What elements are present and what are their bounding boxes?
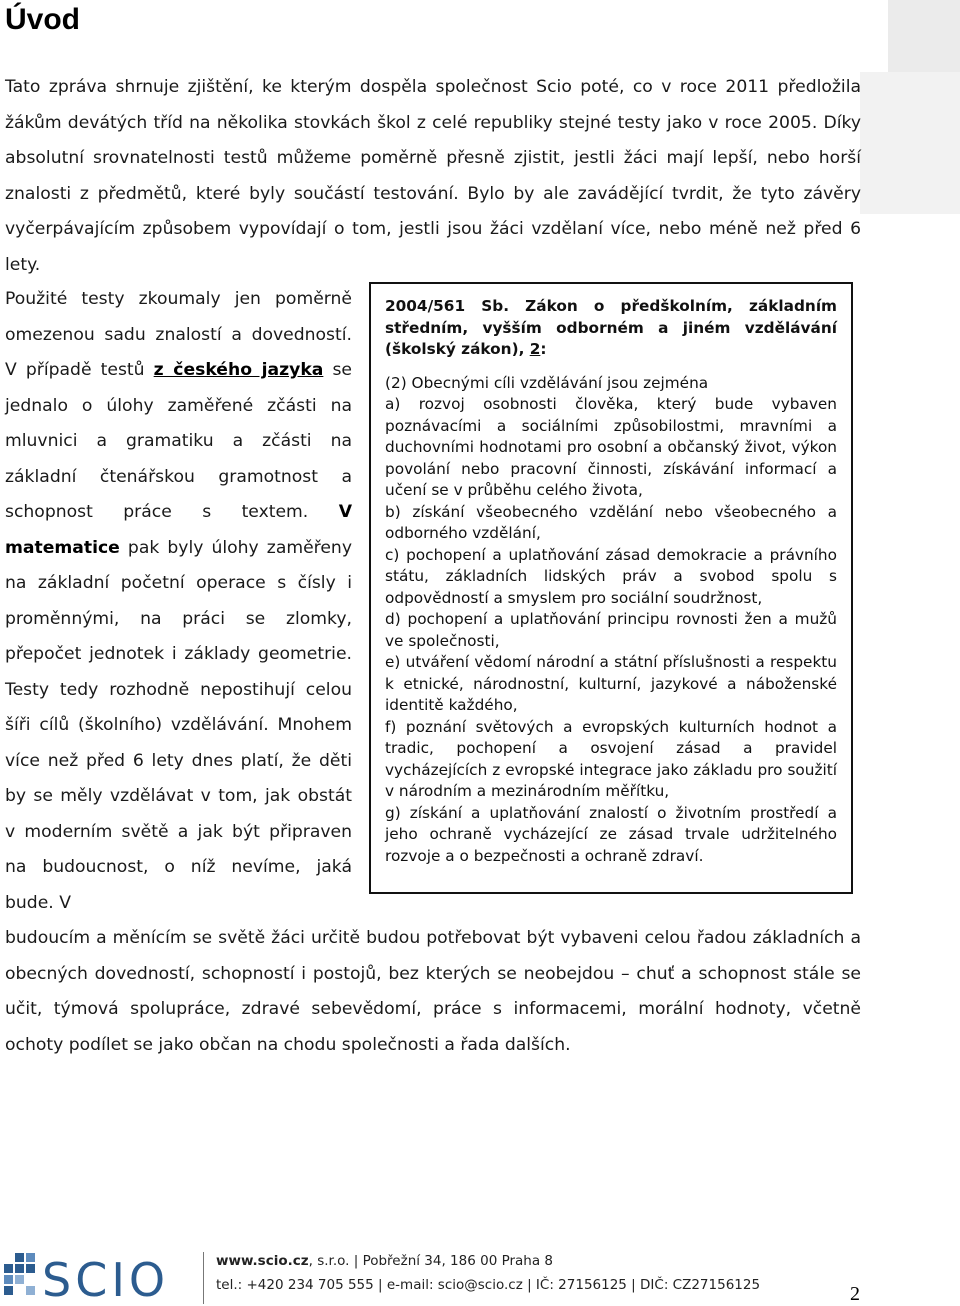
logo-wordmark: SCIO bbox=[42, 1253, 170, 1302]
law-citation-box bbox=[369, 282, 853, 894]
page-title: Úvod bbox=[5, 3, 80, 36]
body-left-column bbox=[5, 282, 352, 921]
closing-paragraph: budoucím a měnícím se světě žáci určitě budou potřebovat být vybaveni celou řadou základních a obecných dovedností, schopností i postojů, bez kterých se neobejdou – chuť a schopnost stále se učit, týmová spolupráce, zdravé sebevědomí, práce s informacemi, morální hodnoty, včetně ochoty podílet se jako občan na chodu společnosti a řada dalších. bbox=[5, 928, 861, 1055]
body-text: pak byly úlohy zaměřeny na základní početní operace s čísly i proměnnými, na práci se zlomky, přepočet jednotek i základy geometrie. Testy tedy rozhodně nepostihují celou šíři cílů (školního) vzdělávání. Mnohem více než před 6 lety dnes platí, že děti by se měly vzdělávat v tom, jak obstát v moderním světě a jak být připraven na budoucnost, o níž nevíme, jaká bude. V bbox=[5, 537, 352, 913]
footer-address: www.scio.cz, s.r.o. | Pobřežní 34, 186 00 Praha 8 bbox=[216, 1253, 554, 1269]
footer-website-link[interactable]: www.scio.cz bbox=[216, 1253, 309, 1269]
czech-emphasis: z českého jazyka bbox=[153, 360, 324, 380]
law-section-link[interactable]: 2 bbox=[529, 340, 541, 358]
law-item-f: f) poznání světových a evropských kulturních hodnot a tradic, pochopení a osvojení zásad a pravidel vycházejících z evropské integrace jako základu pro soužití v národním a mezinárodním měřítku, bbox=[385, 717, 837, 800]
body-text: se jednalo o úlohy zaměřené zčásti na mluvnici a gramatiku a zčásti na základní čtenářskou gramotnost a schopnost práce s textem. bbox=[5, 360, 352, 522]
math-emphasis: V matematice bbox=[5, 502, 352, 558]
footer-contacts: tel.: +420 234 705 555 | e-mail: scio@scio.cz | IČ: 27156125 | DIČ: CZ27156125 bbox=[216, 1277, 761, 1293]
side-shade bbox=[860, 72, 960, 214]
law-item-c: c) pochopení a uplatňování zásad demokracie a právního státu, základních lidských práv a svobod spolu s odpovědností a smyslem pro sociální soudržnost, bbox=[385, 545, 837, 607]
intro-paragraph: Tato zpráva shrnuje zjištění, ke kterým dospěla společnost Scio poté, co v roce 2011 předložila žákům devátých tříd na několika stovkách škol z celé republiky stejné testy jako v roce 2005. Díky absolutní srovnatelnosti testů můžeme poměrně přesně zjistit, jestli žáci mají lepší, nebo horší znalosti z předmětů, které byly součástí testování. Bylo by ale zavádějící tvrdit, že tyto závěry vyčerpávajícím způsobem vypovídají o tom, jestli jsou žáci vzdělaní více, nebo méně než před 6 lety. bbox=[5, 77, 861, 275]
law-item-g: g) získání a uplatňování znalostí o životním prostředí a jeho ochraně vycházející ze zásad trvale udržitelného rozvoje a o bezpečnosti a ochraně zdraví. bbox=[385, 803, 837, 865]
logo-squares-icon bbox=[4, 1253, 35, 1295]
corner-shade bbox=[888, 0, 960, 72]
law-item-d: d) pochopení a uplatňování principu rovnosti žen a mužů ve společnosti, bbox=[385, 610, 837, 650]
law-intro: (2) Obecnými cíli vzdělávání jsou zejména bbox=[385, 373, 709, 392]
law-item-a: a) rozvoj osobnosti člověka, který bude vybaven poznávacími a sociálními způsobilostmi, mravními a duchovními hodnotami pro osobní a občanský život, výkon povolání nebo pracovní činnosti, získávání informací a učení se v průběhu celého života, bbox=[385, 395, 837, 499]
scio-logo bbox=[4, 1246, 194, 1302]
page-number: 2 bbox=[850, 1283, 860, 1305]
law-title: 2004/561 Sb. Zákon o předškolním, základním středním, vyšším odborném a jiném vzdělávání (školský zákon), 2: bbox=[385, 297, 837, 358]
law-item-e: e) utváření vědomí národní a státní příslušnosti a respektu k etnické, národnostní, kulturní, jazykové a náboženské identitě každého, bbox=[385, 653, 837, 714]
law-item-b: b) získání všeobecného vzdělání nebo všeobecného a odborného vzdělání, bbox=[385, 502, 837, 542]
footer-divider bbox=[203, 1252, 204, 1304]
body-text: Použité testy zkoumaly jen poměrně omezenou sadu znalostí a dovedností. V případě testů bbox=[5, 289, 352, 380]
